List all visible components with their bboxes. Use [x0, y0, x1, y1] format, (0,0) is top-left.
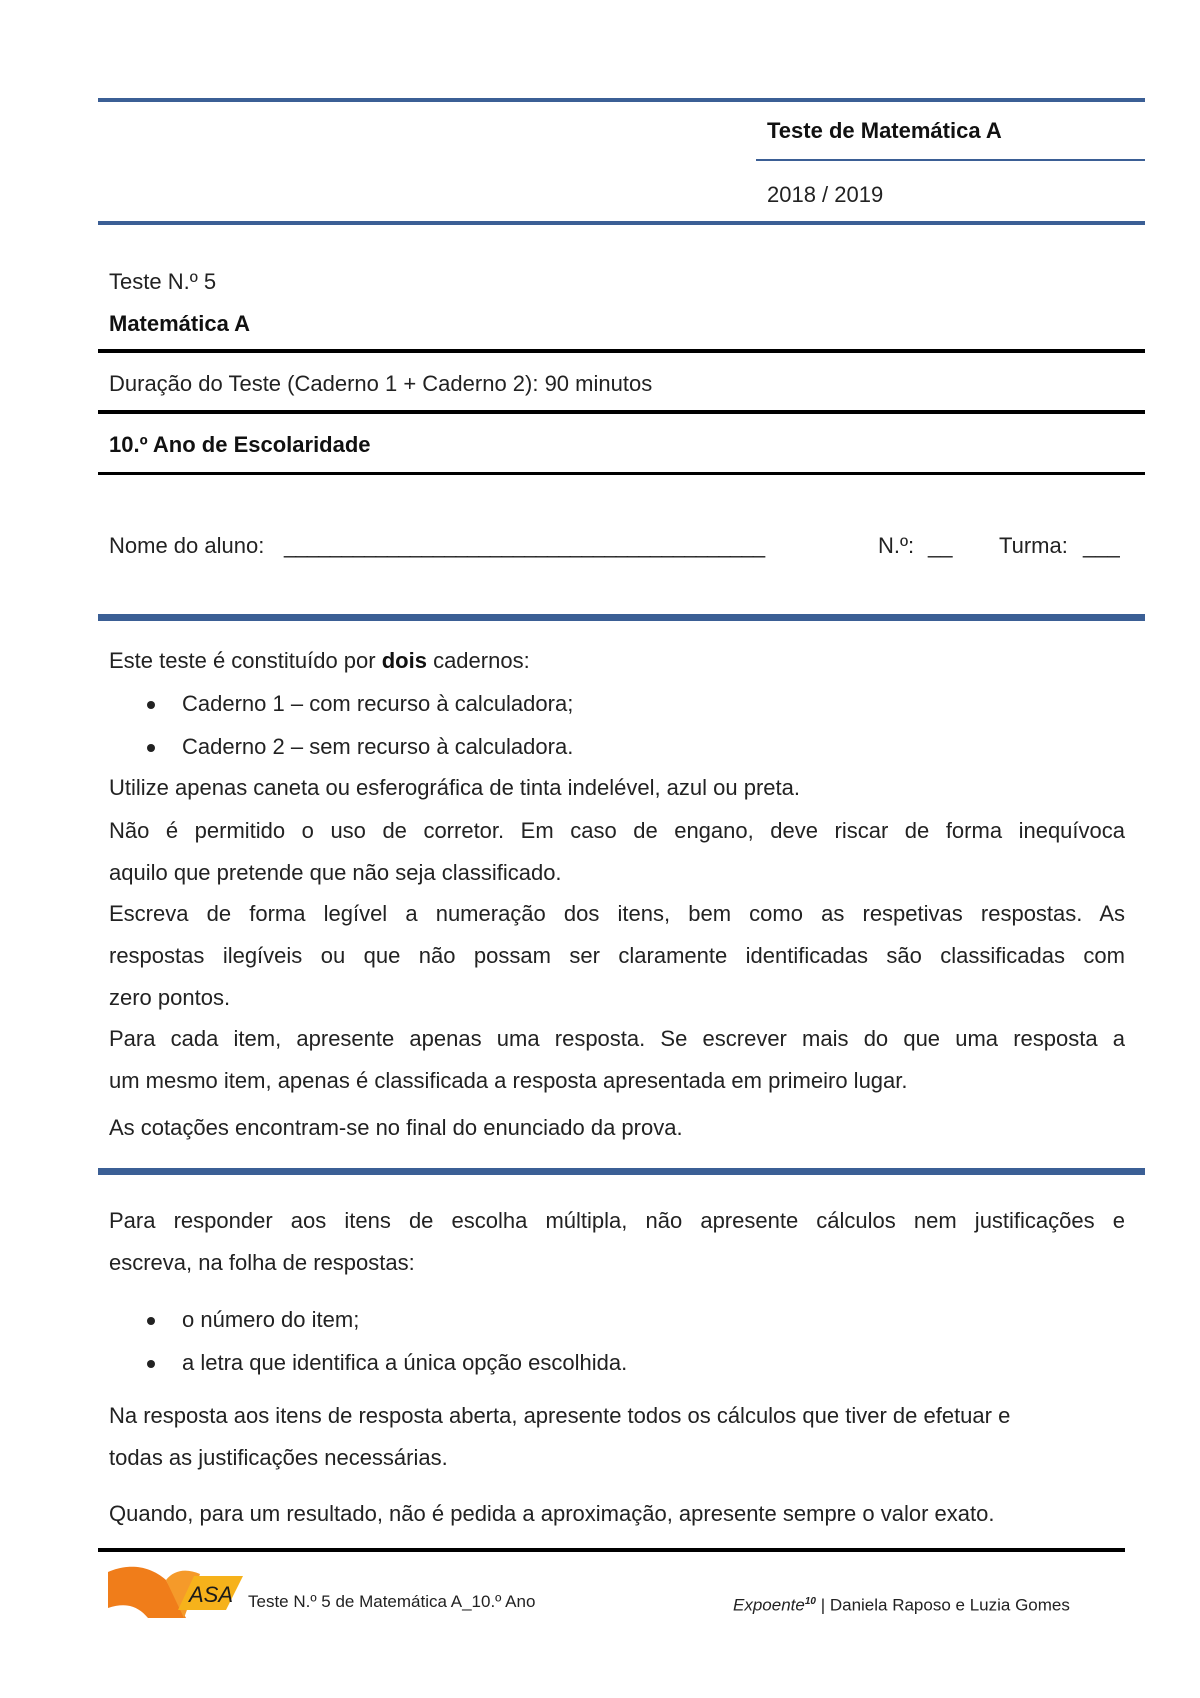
student-number-field: __ [928, 533, 953, 558]
class-label: Turma: [999, 533, 1068, 558]
multiple-choice-instruction [109, 1200, 1125, 1284]
info-rule-3 [98, 472, 1145, 475]
info-rule-2 [98, 410, 1145, 414]
bullet-icon [147, 744, 155, 752]
header-top-rule [98, 98, 1145, 102]
book-edition: 10 [804, 1596, 816, 1607]
intro-text [109, 647, 530, 675]
mc-item-2: a letra que identifica a única opção escolhida. [182, 1350, 628, 1375]
intro-bold: dois [381, 648, 427, 673]
asa-logo-icon [108, 1566, 243, 1618]
student-number-label: N.º: [878, 533, 915, 558]
test-number: Teste N.º 5 [109, 269, 217, 294]
notebook-1: Caderno 1 – com recurso à calculadora; [182, 691, 574, 716]
grade-level: 10.º Ano de Escolaridade [109, 432, 371, 457]
legible-line-1: Escreva de forma legível a numeração dos itens, bem como as respetivas respostas. As [109, 901, 1125, 926]
header-title: Teste de Matemática A [767, 118, 1002, 143]
one-answer-line-1: Para cada item, apresente apenas uma resposta. Se escrever mais do que uma resposta a [109, 1026, 1125, 1051]
section-rule-1 [98, 614, 1145, 621]
corrector-line-2: aquilo que pretende que não seja classificado. [109, 860, 562, 885]
legible-line-3: zero pontos. [109, 985, 231, 1010]
info-rule-1 [98, 349, 1145, 353]
legibility-instruction [109, 893, 1125, 1019]
footer-credits [733, 1591, 1070, 1617]
intro-after: cadernos: [426, 648, 530, 673]
exact-value-note: Quando, para um resultado, não é pedida a aproximação, apresente sempre o valor exato. [109, 1501, 995, 1526]
one-answer-line-2: um mesmo item, apenas é classificada a resposta apresentada em primeiro lugar. [109, 1068, 908, 1093]
student-name-field: __________________________________________ [284, 533, 765, 558]
notebook-2: Caderno 2 – sem recurso à calculadora. [182, 734, 574, 759]
bullet-icon [147, 1317, 155, 1325]
subject: Matemática A [109, 311, 251, 336]
header-mid-rule [756, 159, 1145, 161]
book-name: Expoente [733, 1595, 805, 1615]
pen-instruction: Utilize apenas caneta ou esferográfica de tinta indelével, azul ou preta. [109, 775, 800, 800]
test-duration: Duração do Teste (Caderno 1 + Caderno 2): 90 minutos [109, 371, 653, 396]
scores-note: As cotações encontram-se no final do enunciado da prova. [109, 1115, 683, 1140]
open-response-instruction [109, 1395, 1125, 1479]
bullet-icon [147, 1360, 155, 1368]
footer-rule [98, 1548, 1125, 1552]
school-year: 2018 / 2019 [767, 182, 884, 207]
authors: | Daniela Raposo e Luzia Gomes [815, 1595, 1070, 1615]
class-field: ___ [1083, 533, 1120, 558]
one-answer-instruction [109, 1018, 1125, 1102]
intro-before: Este teste é constituído por [109, 648, 382, 673]
bullet-icon [147, 701, 155, 709]
logo-text: ASA [189, 1582, 234, 1607]
header-bottom-rule [98, 221, 1145, 225]
legible-line-2: respostas ilegíveis ou que não possam ser claramente identificadas são classificadas com [109, 943, 1125, 968]
student-name-label: Nome do aluno: [109, 533, 265, 558]
section-rule-2 [98, 1168, 1145, 1175]
asa-logo [108, 1566, 243, 1618]
open-line-2: todas as justificações necessárias. [109, 1445, 448, 1470]
corrector-instruction [109, 810, 1125, 894]
corrector-line-1: Não é permitido o uso de corretor. Em caso de engano, deve riscar de forma inequívoca [109, 818, 1125, 843]
footer-test-title: Teste N.º 5 de Matemática A_10.º Ano [248, 1592, 536, 1611]
open-line-1: Na resposta aos itens de resposta aberta, apresente todos os cálculos que tiver de efetuar e [109, 1403, 1011, 1428]
mc-item-1: o número do item; [182, 1307, 360, 1332]
mc-line-2: escreva, na folha de respostas: [109, 1250, 415, 1275]
mc-line-1: Para responder aos itens de escolha múltipla, não apresente cálculos nem justificações e [109, 1208, 1125, 1233]
